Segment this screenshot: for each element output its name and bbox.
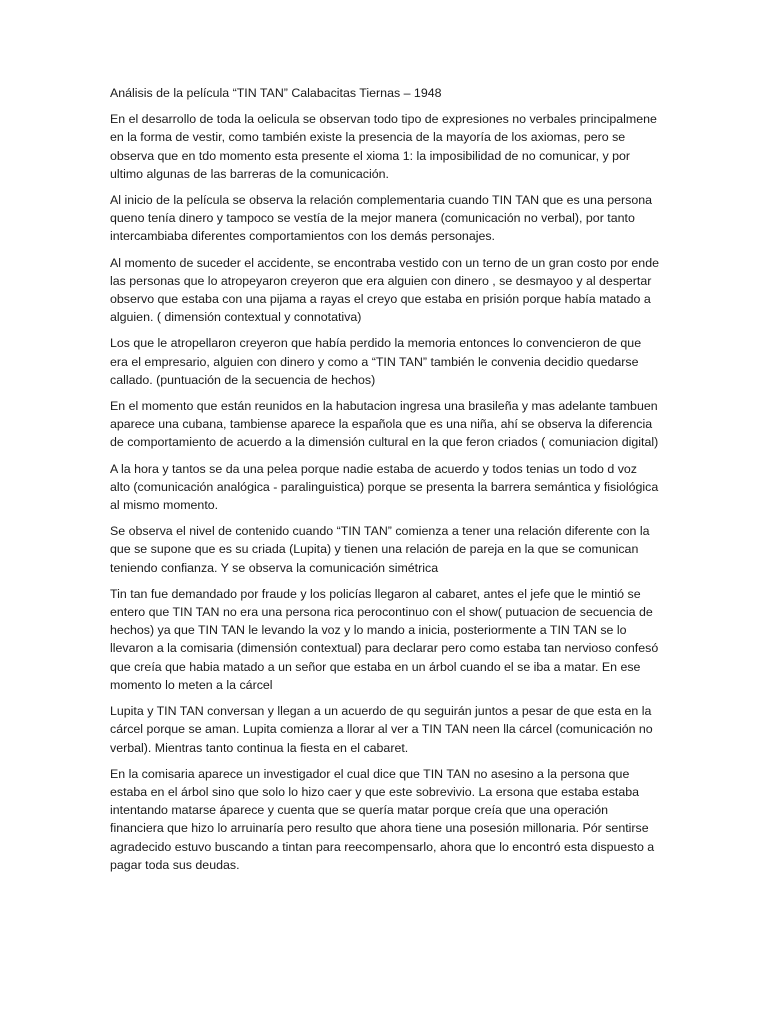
paragraph-4: Los que le atropellaron creyeron que había perdido la memoria entonces lo convencieron de que era el empresario, alguien con dinero y como a “TIN TAN” también le convenia decidio quedarse callado. (puntuación de la secuencia de hechos): [110, 336, 642, 387]
paragraph-3: Al momento de suceder el accidente, se encontraba vestido con un terno de un gran costo por ende las personas que lo atropeyaron creyeron que era alguien con dinero , se desmayoo y al despertar observo que estaba con una pijama a rayas el creyo que estaba en prisión porque había matado a alguien. ( dimensión contextual y connotativa): [110, 255, 659, 325]
paragraph-6: A la hora y tantos se da una pelea porque nadie estaba de acuerdo y todos tenias un todo d voz alto (comunicación analógica - paralinguistica) porque se presenta la barrera semántica y fisiológica al mismo momento.: [110, 461, 659, 513]
document-body: [110, 84, 660, 882]
paragraph-8: Tin tan fue demandado por fraude y los policías llegaron al cabaret, antes el jefe que le mintió se entero que TIN TAN no era una persona rica perocontinuo con el show( putuacion de secuencia de hechos) ya que TIN TAN le levando la voz y lo mando a inicia, posteriormente a TIN TAN se lo llevaron a la comisaria (dimensión contextual) para declarar pero como estaba tan nervioso confesó que creía que habia matado a un señor que estaba en un árbol cuando el se iba a matar. En ese momento lo meten a la cárcel: [110, 586, 659, 692]
paragraph-5: En el momento que están reunidos en la habutacion ingresa una brasileña y mas adelante tambuen aparece una cubana, tambiense aparece la española que es una niña, ahí se observa la diferencia de comportamiento de acuerdo a la dimensión cultural en la que feron criados ( comuniacion digital): [110, 399, 659, 450]
document-title: Análisis de la película “TIN TAN” Calabacitas Tiernas – 1948: [110, 86, 442, 100]
paragraph-10: En la comisaria aparece un investigador el cual dice que TIN TAN no asesino a la persona que estaba en el árbol sino que solo lo hizo caer y que este sobrevivio. La ersona que estaba estaba intentando matarse áparece y cuenta que se quería matar porque creía que una operación financiera que hizo lo arruinaría pero resulto que ahora tiene una posesión millonaria. Pór sentirse agradecido estuvo buscando a tintan para reecompensarlo, ahora que lo encontró esta dispuesto a pagar toda sus deudas.: [110, 766, 655, 872]
paragraph-9: Lupita y TIN TAN conversan y llegan a un acuerdo de qu seguirán juntos a pesar de que esta en la cárcel porque se aman. Lupita comienza a llorar al ver a TIN TAN neen lla cárcel (comunicación no verbal). Mientras tanto continua la fiesta en el cabaret.: [110, 704, 653, 755]
paragraph-2: Al inicio de la película se observa la relación complementaria cuando TIN TAN que es una persona queno tenía dinero y tampoco se vestía de la mejor manera (comunicación no verbal), por tanto intercambiaba diferentes comportamientos con los demás personajes.: [110, 193, 653, 244]
paragraph-7: Se observa el nivel de contenido cuando “TIN TAN” comienza a tener una relación diferente con la que se supone que es su criada (Lupita) y tienen una relación de pareja en la que se comunican teniendo confianza. Y se observa la comunicación simétrica: [110, 524, 650, 575]
paragraph-1: En el desarrollo de toda la oelicula se observan todo tipo de expresiones no verbales principalmene en la forma de vestir, como también existe la presencia de la mayoría de los axiomas, pero se observa que en tdo momento esta presente el xioma 1: la imposibilidad de no comunicar, y por ultimo algunas de las barreras de la comunicación.: [110, 112, 657, 181]
